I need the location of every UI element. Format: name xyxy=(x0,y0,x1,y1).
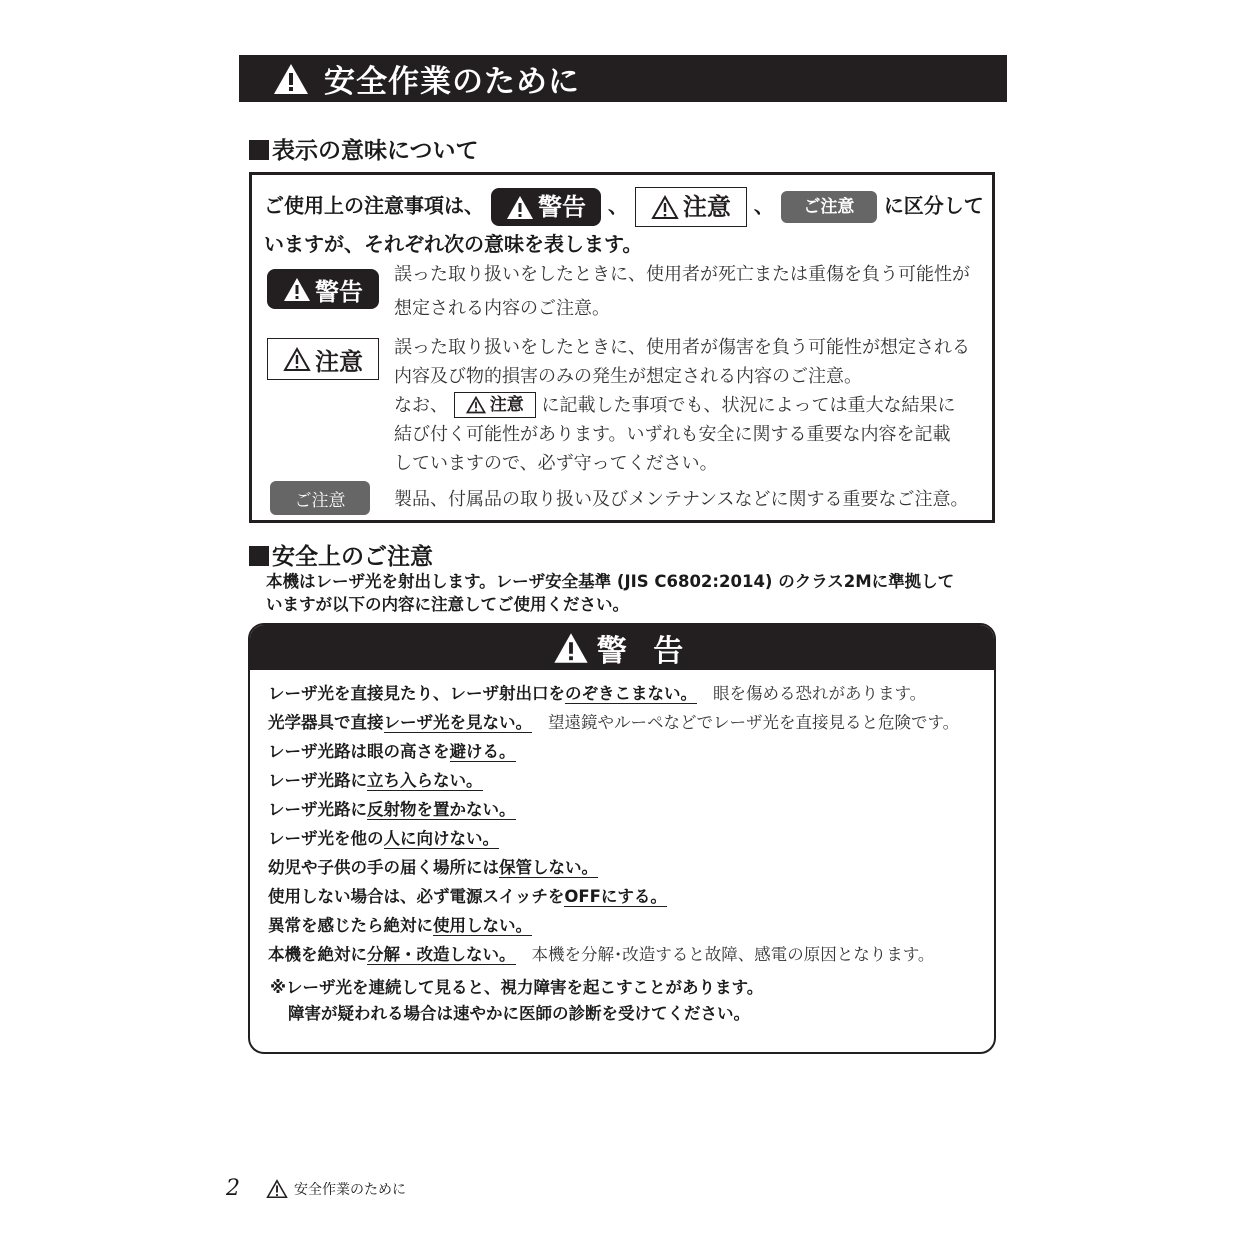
notice-description xyxy=(394,485,969,514)
warning-item xyxy=(268,797,988,826)
description-line: 内容及び物的損害のみの発生が想定される内容のご注意。 xyxy=(394,366,862,387)
intro-separator: 、 xyxy=(753,193,774,218)
warning-item-main xyxy=(268,829,499,849)
warning-item-text: 異常を感じたら絶対に xyxy=(268,916,433,935)
warning-item-main xyxy=(268,945,516,965)
warning-item-note: 望遠鏡やルーペなどでレーザ光を直接見ると危険です。 xyxy=(548,713,960,732)
warning-item xyxy=(268,710,988,739)
warning-item-emphasis: OFFにする。 xyxy=(564,887,667,906)
warning-footnote xyxy=(270,975,763,1027)
warning-item xyxy=(268,826,988,855)
warning-item-text: レーザ光路に xyxy=(268,771,367,790)
section-heading-safety xyxy=(249,538,433,571)
caution-label-text: 注意 xyxy=(315,347,363,376)
description-line: 想定される内容のご注意。 xyxy=(394,298,610,319)
page-title: 安全作業のために xyxy=(324,64,580,100)
warning-item xyxy=(268,884,988,913)
square-bullet-icon xyxy=(249,140,269,160)
caution-triangle-icon xyxy=(651,195,679,220)
caution-label-badge xyxy=(635,187,747,227)
caution-label-badge-inline xyxy=(454,392,536,418)
square-bullet-icon xyxy=(249,546,269,566)
warning-item-text: 光学器具で直接 xyxy=(268,713,384,732)
warning-label-badge xyxy=(491,188,601,226)
warning-item-main xyxy=(268,887,667,907)
description-line: 誤った取り扱いをしたときに、使用者が傷害を負う可能性が想定される xyxy=(394,337,970,358)
warning-item xyxy=(268,739,988,768)
caution-triangle-icon xyxy=(266,1179,288,1199)
warning-item-emphasis: 保管しない。 xyxy=(499,858,598,877)
description-text: に記載した事項でも、状況によっては重大な結果に xyxy=(541,395,956,416)
warning-item xyxy=(268,768,988,797)
warning-item-main xyxy=(268,771,483,791)
caution-triangle-icon xyxy=(283,347,311,372)
warning-item-main xyxy=(268,742,516,762)
warning-item-emphasis: 反射物を置かない。 xyxy=(367,800,516,819)
footnote-line: 障害が疑われる場合は速やかに医師の診断を受けてください。 xyxy=(288,1004,750,1023)
warning-item-text: 本機を絶対に xyxy=(268,945,367,964)
intro-text xyxy=(264,187,984,261)
warning-item-main xyxy=(268,800,516,820)
statement-line: いますが以下の内容に注意してご使用ください。 xyxy=(266,595,629,614)
warning-label-text: 警告 xyxy=(537,193,586,221)
warning-item-text: 使用しない場合は、必ず電源スイッチを xyxy=(268,887,565,906)
caution-triangle-icon xyxy=(466,396,486,414)
notice-label-badge xyxy=(270,481,370,515)
description-line: していますので、必ず守ってください。 xyxy=(394,453,718,474)
page-header xyxy=(239,55,1007,102)
warning-label-badge xyxy=(267,269,379,309)
caution-label-text: 注意 xyxy=(489,394,524,415)
warning-triangle-icon xyxy=(272,62,310,96)
warning-item-emphasis: 避ける。 xyxy=(449,742,516,761)
warning-item-main xyxy=(268,684,697,704)
warning-item-emphasis: 使用しない。 xyxy=(433,916,532,935)
warning-label-text: 警告 xyxy=(315,277,363,306)
warning-item-emphasis: 分解・改造しない。 xyxy=(367,945,516,964)
footnote-line: ※レーザ光を連続して見ると、視力障害を起こすことがあります。 xyxy=(270,978,764,997)
intro-line2: いますが、それぞれ次の意味を表します。 xyxy=(264,232,643,256)
page-number: 2 xyxy=(226,1176,240,1201)
warning-item-text: 幼児や子供の手の届く場所には xyxy=(268,858,499,877)
caution-label-badge xyxy=(267,338,379,380)
warning-item-emphasis: のぞきこまない。 xyxy=(565,684,697,703)
description-line: 結び付く可能性があります。いずれも安全に関する重要な内容を記載 xyxy=(394,424,951,445)
warning-list xyxy=(268,681,988,971)
warning-item-main xyxy=(268,713,532,733)
warning-item xyxy=(268,855,988,884)
section-heading-text: 安全上のご注意 xyxy=(272,544,433,570)
footer-title: 安全作業のために xyxy=(294,1181,406,1198)
laser-class-statement xyxy=(266,570,986,616)
warning-triangle-icon xyxy=(506,195,534,220)
warning-box xyxy=(248,623,996,1054)
warning-item-emphasis: 人に向けない。 xyxy=(383,829,499,848)
warning-item-main xyxy=(268,916,532,936)
intro-part1: ご使用上の注意事項は、 xyxy=(264,193,484,218)
intro-separator: 、 xyxy=(607,193,628,218)
warning-item-text: レーザ光を直接見たり、レーザ射出口を xyxy=(268,684,565,703)
warning-triangle-icon xyxy=(553,632,589,664)
warning-box-title: 警 告 xyxy=(596,633,692,669)
warning-item xyxy=(268,942,988,971)
description-line xyxy=(394,391,970,420)
warning-item-text: レーザ光路に xyxy=(268,800,367,819)
warning-triangle-icon xyxy=(283,277,311,302)
warning-description xyxy=(394,260,970,323)
warning-item-text: レーザ光路は眼の高さを xyxy=(268,742,450,761)
intro-part2: に区分して xyxy=(883,193,984,218)
warning-item-text: レーザ光を他の xyxy=(268,829,384,848)
notice-label-text: ご注意 xyxy=(294,490,346,511)
symbol-meaning-box xyxy=(249,172,995,523)
caution-label-text: 注意 xyxy=(682,193,731,221)
warning-item xyxy=(268,681,988,710)
page-footer xyxy=(226,1176,406,1201)
warning-item xyxy=(268,913,988,942)
warning-box-header xyxy=(250,625,994,670)
notice-label-badge xyxy=(781,191,877,223)
section-heading-meaning xyxy=(249,132,479,165)
description-text: なお、 xyxy=(394,395,448,416)
warning-item-note: 眼を傷める恐れがあります。 xyxy=(713,684,927,703)
warning-item-emphasis: 立ち入らない。 xyxy=(367,771,483,790)
warning-item-main xyxy=(268,858,598,878)
warning-item-note: 本機を分解･改造すると故障、感電の原因となります。 xyxy=(531,945,935,964)
description-line: 誤った取り扱いをしたときに、使用者が死亡または重傷を負う可能性が xyxy=(394,264,970,285)
description-line: 製品、付属品の取り扱い及びメンテナンスなどに関する重要なご注意。 xyxy=(394,489,969,510)
notice-label-text: ご注意 xyxy=(803,197,855,217)
statement-line: 本機はレーザ光を射出します。レーザ安全基準 (JIS C6802:2014) のクラス2Mに準拠して xyxy=(266,572,955,591)
caution-description xyxy=(394,333,970,478)
section-heading-text: 表示の意味について xyxy=(272,138,479,164)
warning-item-emphasis: レーザ光を見ない。 xyxy=(383,713,532,732)
